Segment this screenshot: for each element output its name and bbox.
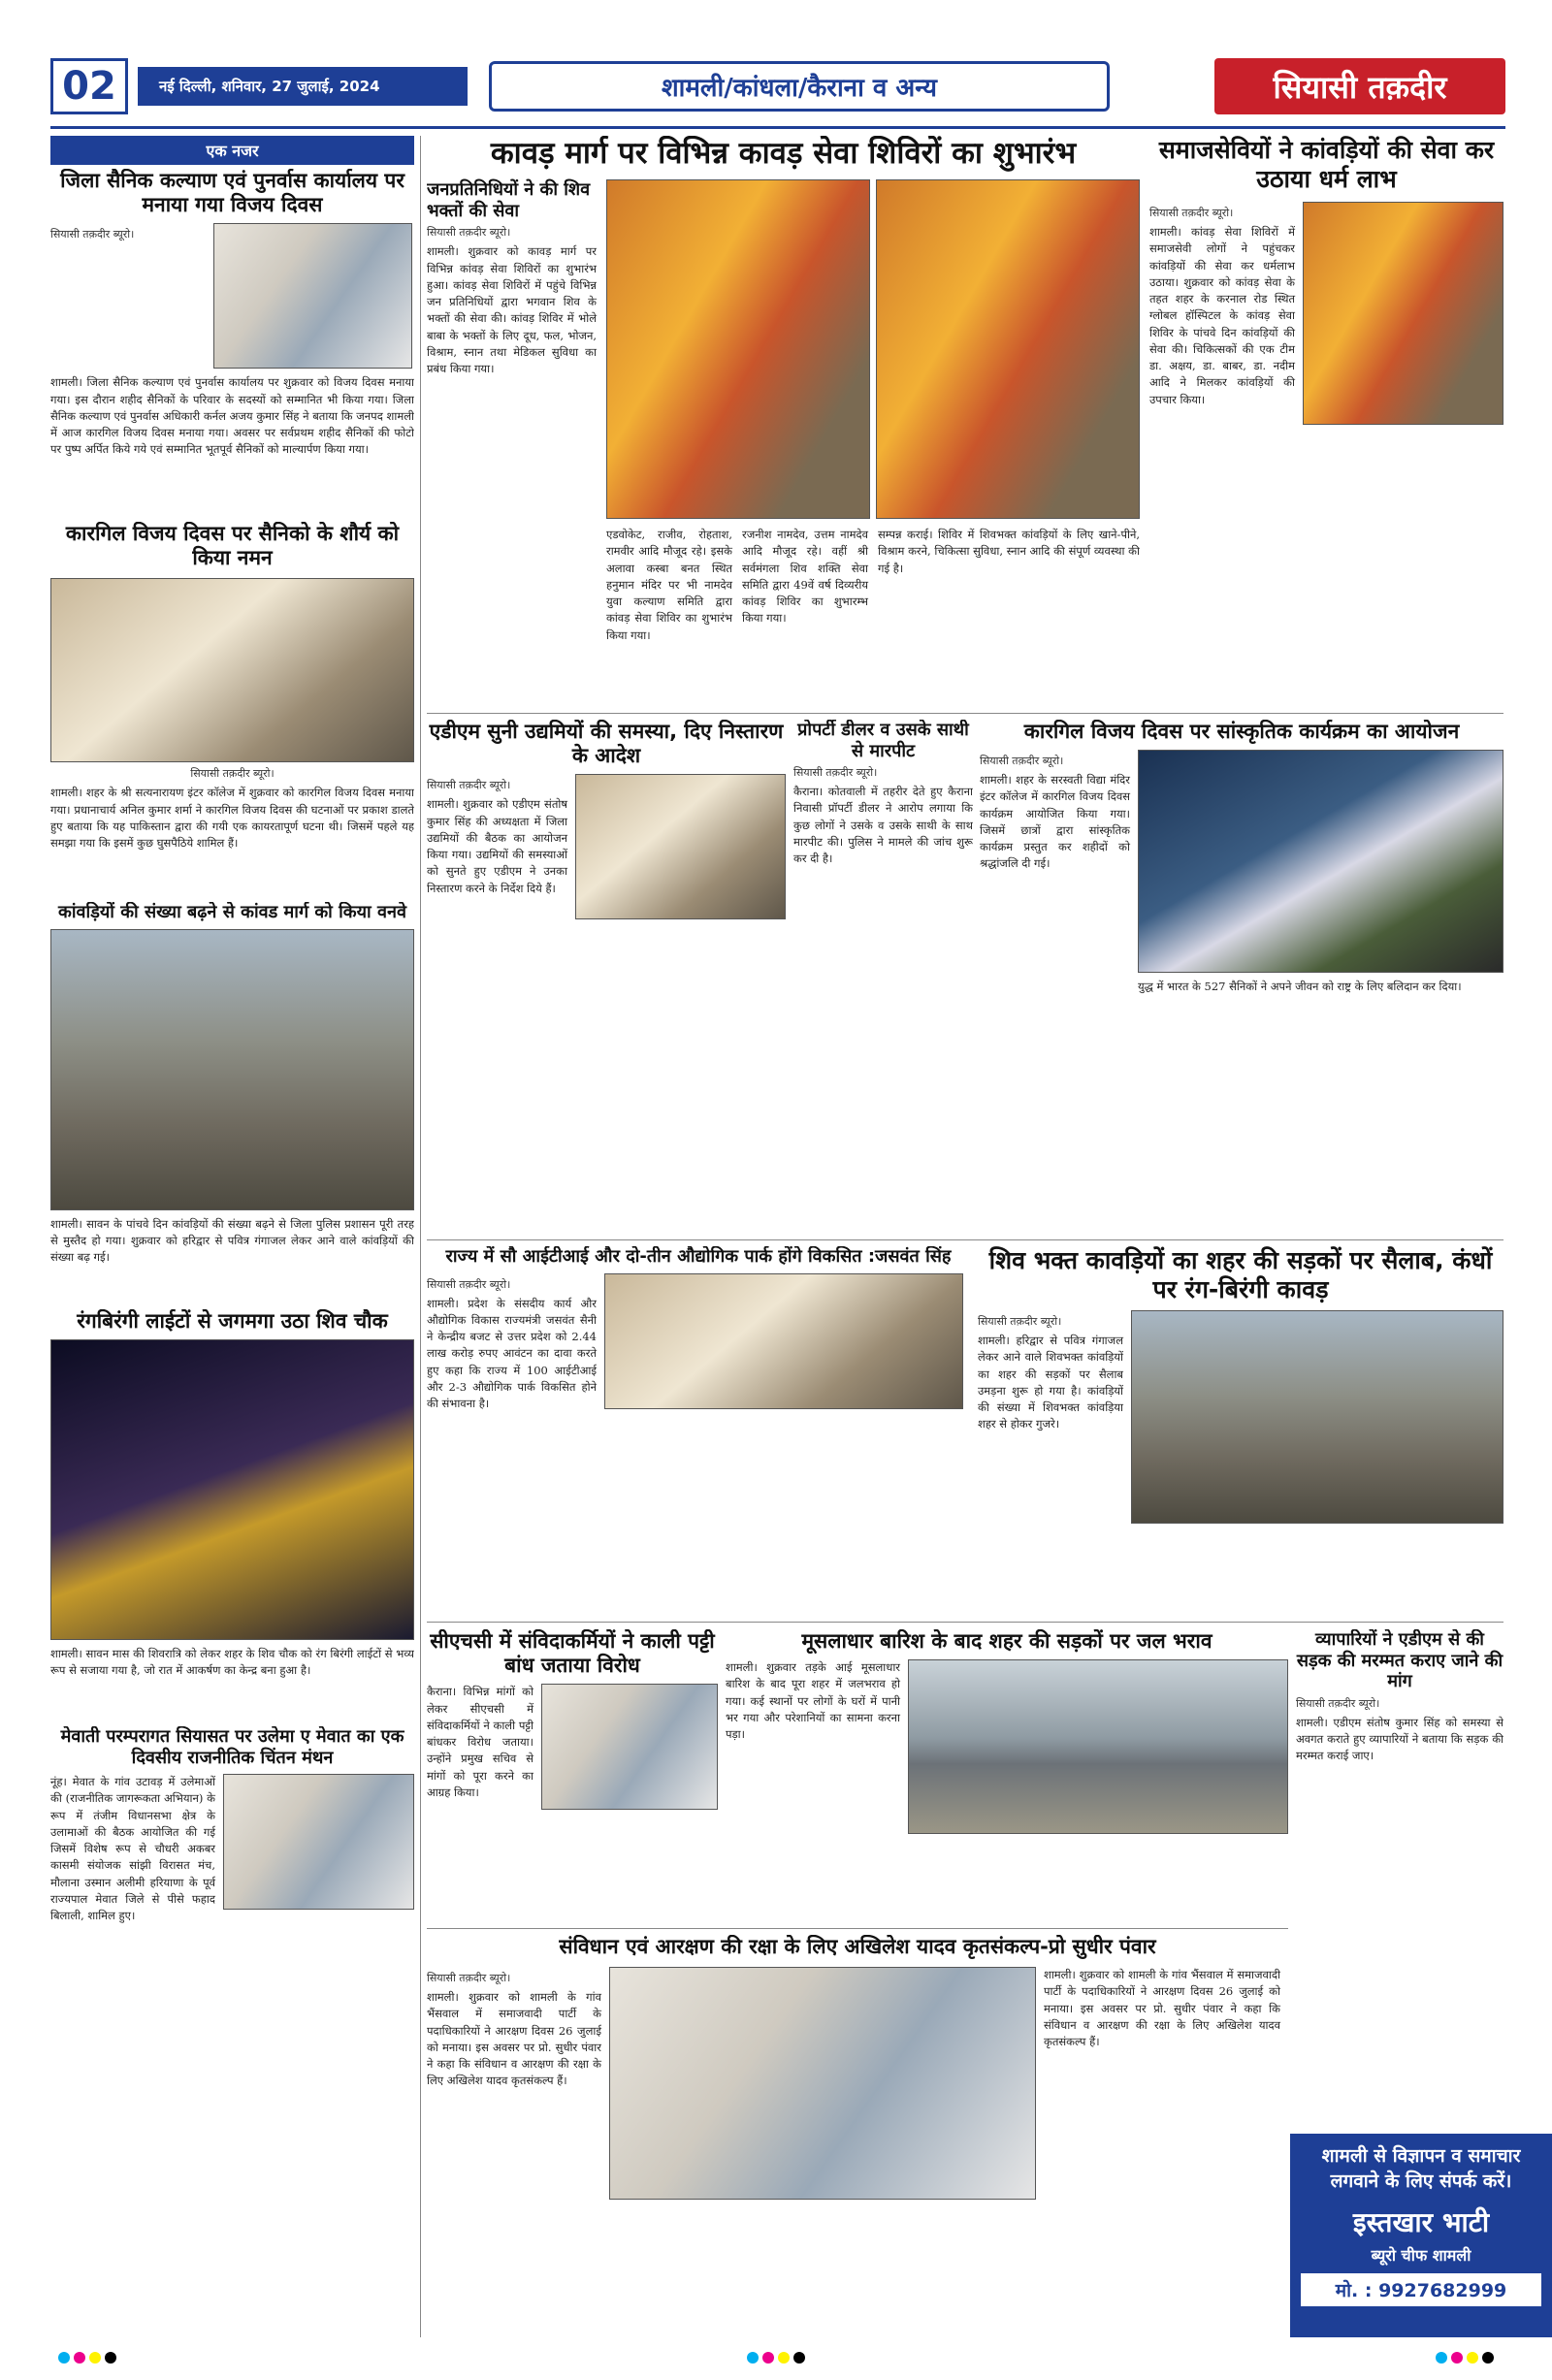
byline: सियासी तक़दीर ब्यूरो। xyxy=(427,779,511,792)
ad-contact-name: इस्तखार भाटी xyxy=(1352,2206,1490,2239)
row-divider-4 xyxy=(427,1928,1288,1929)
column-divider xyxy=(420,136,421,2337)
photo-vijay-diwas xyxy=(213,223,412,369)
print-registration-marks xyxy=(0,2352,1552,2371)
registration-dots-right xyxy=(1436,2352,1494,2371)
sub-headline: जनप्रतिनिधियों ने की शिव भक्तों की सेवा xyxy=(427,179,591,221)
story-body: शामली। सावन के पांचवे दिन कांवड़ियों की संख्या बढ़ने से जिला पुलिस प्रशासन पूरी तरह से मुस्तैद हो गया। शुक्रवार को हरिद्वार से पवित्र गंगाजल लेकर आने वाले कांवड़ियों की संख्या बढ़ गई। xyxy=(50,1216,414,1265)
headline: राज्य में सौ आईटीआई और दो-तीन औद्योगिक पार्क होंगे विकसित :जसवंत सिंह xyxy=(445,1246,952,1267)
story-body-2: शामली। शुक्रवार को शामली के गांव भैंसवाल में समाजवादी पार्टी के पदाधिकारियों ने आरक्षण दिवस 26 जुलाई को मनाया। इस अवसर पर प्रो. सुधीर पंवार ने कहा कि संविधान व आरक्षण की रक्षा के लिए अखिलेश यादव कृतसंकल्प हैं। xyxy=(1044,1968,1280,2049)
headline: जिला सैनिक कल्याण एवं पुनर्वास कार्यालय पर मनाया गया विजय दिवस xyxy=(60,169,404,217)
headline: कारगिल विजय दिवस पर सैनिको के शौर्य को किया नमन xyxy=(65,522,400,570)
story-property-dealer xyxy=(793,720,973,1234)
photo-flooded-street xyxy=(908,1659,1288,1834)
story-body: शामली। शहर के श्री सत्यनारायण इंटर कॉलेज में शुक्रवार को कारगिल विजय दिवस मनाया गया। प्रधानाचार्य अनिल कुमार शर्मा ने कारगिल विजय दिवस की घटनाओं पर प्रकाश डालते हुए बताया कि यह पाकिस्तान द्वारा की गयी एक कायरतापूर्ण घटना थी। जिसमें पहले यह समझा गया कि इसमें कुछ घुसपैठिये शामिल हैं। xyxy=(50,786,414,851)
story-body: शामली। जिला सैनिक कल्याण एवं पुनर्वास कार्यालय पर शुक्रवार को विजय दिवस मनाया गया। इस दौरान शहीद सैनिकों के परिवार के सदस्यों को सम्मानित भी किया गया। जिला सैनिक कल्याण एवं पुनर्वास अधिकारी कर्नल अजय कुमार सिंह ने बताया कि जनपद शामली में आज कारगिल विजय दिवस मनाया गया। अवसर पर सर्वप्रथम शहीद सैनिकों की फोटो पर पुष्प अर्पित किये गये एवं सम्मानित भूतपूर्व सैनिकों को माल्यार्पण किया गया। xyxy=(50,375,414,457)
headline: मूसलाधार बारिश के बाद शहर की सड़कों पर जल भराव xyxy=(801,1629,1212,1653)
dateline: नई दिल्ली, शनिवार, 27 जुलाई, 2024 xyxy=(138,67,468,106)
registration-dots-left xyxy=(58,2352,116,2371)
photo-social-service xyxy=(1303,202,1504,425)
byline: सियासी तक़दीर ब्यूरो। xyxy=(427,226,511,240)
story-akhilesh-samvidhan xyxy=(427,1935,1288,2337)
story-body: शामली। कांवड़ सेवा शिविरों में समाजसेवी लोगों ने पहुंचकर कांवड़ियों की सेवा कर धर्मलाभ उठाया। शुक्रवार को कांवड़ सेवा के तहत शहर के करनाल रोड स्थित ग्लोबल हॉस्पिटल के कांवड़ सेवा शिविर के पांचवे दिन कांवड़ियों की सेवा की। चिकित्सकों की एक टीम डा. अक्षय, डा. बाबर, डा. नदीम आदि ने मिलकर कांवड़ियों की उपचार किया। xyxy=(1149,225,1295,406)
story-body: शामली। शुक्रवार को एडीएम संतोष कुमार सिंह की अध्यक्षता में जिला उद्यमियों की बैठक का आयोजन किया गया। उद्यमियों की समस्याओं को सुनते हुए एडीएम ने उनका निस्तारण करने के निर्देश दिये हैं। xyxy=(427,797,567,895)
headline: शिव भक्त कावड़ियों का शहर की सड़कों पर सैलाब, कंधों पर रंग-बिरंगी कावड़ xyxy=(988,1246,1493,1303)
story-body: शामली। प्रदेश के संसदीय कार्य और औद्योगिक विकास राज्यमंत्री जसवंत सैनी ने केन्द्रीय बजट से उत्तर प्रदेश को 2.44 लाख करोड़ रुपए आवंटन का दावा करते हुए कहा कि राज्य में 100 आईटीआई और 2-3 औद्योगिक पार्क विकसित होने की संभावना है। xyxy=(427,1296,597,1411)
row-divider-2 xyxy=(427,1239,1504,1240)
photo-cultural-program xyxy=(1138,750,1504,973)
section-title: शामली/कांधला/कैराना व अन्य xyxy=(489,61,1110,112)
byline: सियासी तक़दीर ब्यूरो। xyxy=(427,1972,511,1985)
photo-camp-puja xyxy=(606,179,870,519)
headline: रंगबिरंगी लाईटों से जगमगा उठा शिव चौक xyxy=(77,1309,388,1333)
story-body-4: सम्पन्न कराई। शिविर में शिवभक्त कांवड़ियों के लिए खाने-पीने, विश्राम करने, चिकित्सा सुविधा, स्नान आदि की संपूर्ण व्यवस्था की गई है। xyxy=(878,528,1140,575)
photo-shiv-chowk-lights xyxy=(50,1339,414,1640)
story-body: शामली। सावन मास की शिवरात्रि को लेकर शहर के शिव चौक को रंग बिरंगी लाईटों से भव्य रूप से सजाया गया है, जो रात में आकर्षण का केन्द्र बना हुआ है। xyxy=(50,1647,414,1678)
byline: सियासी तक़दीर ब्यूरो। xyxy=(793,766,878,780)
photo-kanwar-route xyxy=(50,929,414,1210)
story-kargil-school xyxy=(50,522,414,890)
story-adm-industrialists xyxy=(427,720,786,1234)
story-body: कैराना। कोतवाली में तहरीर देते हुए कैराना निवासी प्रॉपर्टी डीलर ने आरोप लगाया कि कुछ लोगों ने उसके व उसके साथी के साथ मारपीट की। पुलिस ने मामले की जांच शुरू कर दी है। xyxy=(793,785,973,866)
story-kargil-cultural xyxy=(980,720,1504,1234)
row-divider-3 xyxy=(427,1622,1504,1623)
headline: मेवाती परम्परागत सियासत पर उलेमा ए मेवात का एक दिवसीय राजनीतिक चिंतन मंथन xyxy=(60,1726,404,1768)
story-body: नूंह। मेवात के गांव उटावड़ में उलेमाओं की (राजनीतिक जागरूकता अभियान) के रूप में तंजीम विधानसभा क्षेत्र के उलामाओं की बैठक आयोजित की गई जिसमें विशेष रूप से चौधरी अकबर कासमी संयोजक सांझी विरासत मंच, मौलाना उस्मान अलीमी हरियाणा के पूर्व राज्यपाल मेवात जिले से पीसे फहाद बिलाली, शामिल हुए। xyxy=(50,1775,215,1923)
ad-contact-role: ब्यूरो चीफ शामली xyxy=(1371,2246,1471,2266)
photo-kanwariyas-street xyxy=(1131,1310,1504,1524)
story-traders-road xyxy=(1296,1629,1504,2124)
page-number: 02 xyxy=(50,58,128,114)
photo-chc-staff xyxy=(541,1684,718,1810)
story-body-2: युद्ध में भारत के 527 सैनिकों ने अपने जीवन को राष्ट्र के लिए बलिदान कर दिया। xyxy=(1138,980,1462,994)
masthead-rule xyxy=(50,126,1505,129)
byline: सियासी तक़दीर ब्यूरो। xyxy=(50,228,135,241)
headline: सीएचसी में संविदाकर्मियों ने काली पट्टी बांध जताया विरोध xyxy=(430,1629,715,1678)
left-column xyxy=(50,136,414,2337)
masthead xyxy=(50,56,1505,116)
byline: सियासी तक़दीर ब्यूरो। xyxy=(427,1277,511,1291)
story-body: शामली। शुक्रवार को शामली के गांव भैंसवाल में समाजवादी पार्टी के पदाधिकारियों ने आरक्षण दिवस 26 जुलाई को मनाया। इस अवसर पर प्रो. सुधीर पंवार ने कहा कि संविधान व आरक्षण की रक्षा के लिए अखिलेश यादव कृतसंकल्प हैं। xyxy=(427,1990,601,2088)
headline: समाजसेवियों ने कांवड़ियों की सेवा कर उठाया धर्म लाभ xyxy=(1158,136,1495,193)
story-waterlogging xyxy=(726,1629,1288,1920)
story-kanwar-oneway xyxy=(50,902,414,1300)
ad-title: शामली से विज्ञापन व समाचार लगवाने के लिए संपर्क करें। xyxy=(1321,2145,1521,2192)
story-chc-protest xyxy=(427,1629,718,1920)
story-vijay-diwas xyxy=(50,169,414,518)
story-body: शामली। शुक्रवार तड़के आई मूसलाधार बारिश के बाद पूरा शहर में जलभराव हो गया। कई स्थानों पर लोगों के घरों में पानी भर गया और परेशानियों का सामना करना पड़ा। xyxy=(726,1660,900,1742)
byline: सियासी तक़दीर ब्यूरो। xyxy=(980,755,1064,768)
story-body-2: एडवोकेट, राजीव, रोहताश, रामवीर आदि मौजूद रहे। इसके अलावा कस्बा बनत स्थित हनुमान मंदिर पर भी नामदेव युवा कल्याण समिति द्वारा कांवड़ सेवा शिविर का शुभारंभ किया गया। xyxy=(606,528,732,642)
headline: व्यापारियों ने एडीएम से की सड़क की मरम्मत कराए जाने की मांग xyxy=(1296,1629,1504,1692)
story-body: शामली। शुक्रवार को कावड़ मार्ग पर विभिन्न कांवड़ सेवा शिविरों का शुभारंभ हुआ। कांवड़ सेवा शिविरों में पहुंचे विभिन्न जन प्रतिनिधियों द्वारा भगवान शिव के भक्तों की सेवा की। कांवड़ शिविर में भोले बाबा के भक्तों के लिए दूध, फल, भोजन, विश्राम, स्नान तथा मेडिकल सुविधा का प्रबंध किया गया। xyxy=(427,244,597,376)
story-body-3: रजनीश नामदेव, उत्तम नामदेव आदि मौजूद रहे। वहीं श्री सर्वमंगला शिव शक्ति सेवा समिति द्वारा 49वें वर्ष दिव्यरीय कांवड़ शिविर का शुभारम्भ किया गया। xyxy=(742,528,868,626)
row-divider xyxy=(427,713,1504,714)
story-kanwar-camps xyxy=(427,136,1140,708)
registration-dots-center xyxy=(747,2352,805,2371)
story-body: शामली। हरिद्वार से पवित्र गंगाजल लेकर आने वाले शिवभक्त कांवड़ियों का शहर की सड़कों पर सैलाब उमड़ना शुरू हो गया है। कांवड़ियों की संख्या में शिवभक्त कांवड़िया शहर से होकर गुजरे। xyxy=(978,1334,1123,1431)
contact-advertisement xyxy=(1290,2134,1552,2337)
photo-minister-press xyxy=(604,1273,963,1409)
headline: कांवड़ियों की संख्या बढ़ने से कांवड मार्ग को किया वनवे xyxy=(58,902,406,922)
byline: सियासी तक़दीर ब्यूरो। xyxy=(1296,1696,1380,1710)
story-body: शामली। एडीएम संतोष कुमार सिंह को समस्या से अवगत कराते हुए व्यापारियों ने बताया कि सड़क की मरम्मत कराई जाए। xyxy=(1296,1715,1504,1763)
photo-sp-meeting xyxy=(609,1967,1036,2200)
photo-kargil-school xyxy=(50,578,414,762)
story-shiv-chowk xyxy=(50,1309,414,1717)
headline: एडीएम सुनी उद्यमियों की समस्या, दिए निस्तारण के आदेश xyxy=(429,720,784,768)
story-body: शामली। शहर के सरस्वती विद्या मंदिर इंटर कॉलेज में कारगिल विजय दिवस कार्यक्रम आयोजित किया गया। जिसमें छात्रों द्वारा सांस्कृतिक कार्यक्रम प्रस्तुत कर शहीदों को श्रद्धांजलि दी गई। xyxy=(980,773,1130,871)
kicker-ek-nazar: एक नजर xyxy=(50,136,414,165)
ad-phone: मो. : 9927682999 xyxy=(1301,2273,1541,2306)
photo-adm-meeting xyxy=(575,774,786,919)
story-shiv-bhakt xyxy=(978,1246,1504,1615)
story-body: कैराना। विभिन्न मांगों को लेकर सीएचसी में संविदाकर्मियों ने काली पट्टी बांधकर विरोध जताया। उन्होंने प्रमुख सचिव से मांगों को पूरा करने का आग्रह किया। xyxy=(427,1685,534,1799)
banner-headline: कावड़ मार्ग पर विभिन्न कावड़ सेवा शिविरों का शुभारंभ xyxy=(490,136,1077,171)
headline: कारगिल विजय दिवस पर सांस्कृतिक कार्यक्रम का आयोजन xyxy=(1023,720,1460,743)
headline: संविधान एवं आरक्षण की रक्षा के लिए अखिलेश यादव कृतसंकल्प-प्रो सुधीर पंवार xyxy=(559,1935,1156,1958)
headline: प्रोपर्टी डीलर व उसके साथी से मारपीट xyxy=(797,720,969,761)
story-social-workers xyxy=(1149,136,1504,708)
photo-camp-leaders xyxy=(876,179,1140,519)
byline: सियासी तक़दीर ब्यूरो। xyxy=(1149,207,1234,219)
story-ulema-mewat xyxy=(50,1726,414,2337)
story-iti-industry xyxy=(427,1246,970,1615)
byline: सियासी तक़दीर ब्यूरो। xyxy=(190,767,275,781)
photo-ulema-meeting xyxy=(223,1774,414,1910)
byline: सियासी तक़दीर ब्यूरो। xyxy=(978,1315,1062,1328)
newspaper-brand: सियासी तक़दीर xyxy=(1214,58,1505,114)
